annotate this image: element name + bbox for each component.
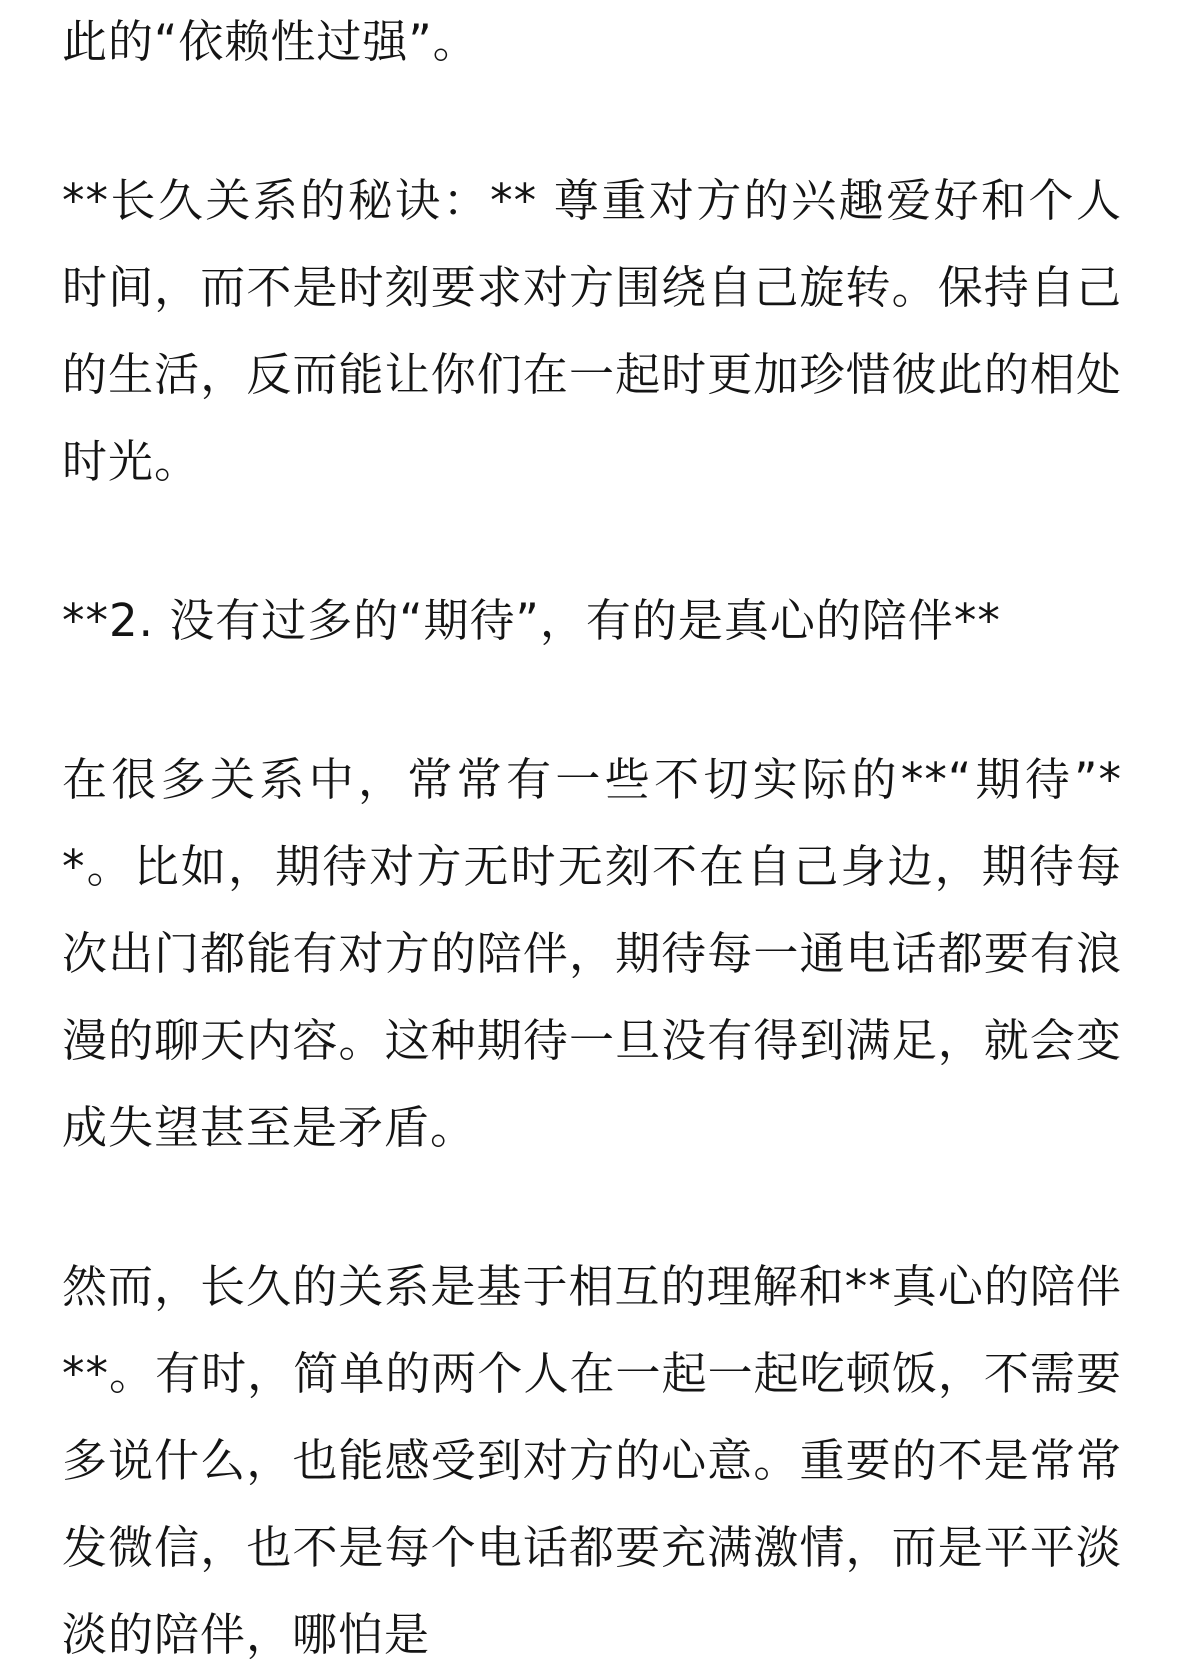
paragraph-dependency-end: 此的“依赖性过强”。 [62,15,479,68]
paragraph-long-term-secret: **长久关系的秘诀：** 尊重对方的兴趣爱好和个人时间，而不是时刻要求对方围绕自己旋转。保持自己的生活，反而能让你们在一起时更加珍惜彼此的相处时光。 [62,174,1122,488]
section-heading-2: **2. 没有过多的“期待”，有的是真心的陪伴** [62,594,1001,647]
paragraph-gap [62,1171,1122,1243]
paragraph-gap [62,664,1122,736]
paragraph-gap [62,505,1122,577]
paragraph-gap [62,85,1122,157]
paragraph-expectations: 在很多关系中，常常有一些不切实际的**“期待”**。比如，期待对方无时无刻不在自己身边，期待每次出门都能有对方的陪伴，期待每一通电话都要有浪漫的聊天内容。这种期待一旦没有得到满足，就会变成失望甚至是矛盾。 [62,753,1122,1154]
paragraph-true-companionship: 然而，长久的关系是基于相互的理解和**真心的陪伴**。有时，简单的两个人在一起一起吃顿饭，不需要多说什么，也能感受到对方的心意。重要的不是常常发微信，也不是每个电话都要充满激情，而是平平淡淡的陪伴，哪怕是 [62,1260,1122,1661]
article-body [62,0,1122,1678]
